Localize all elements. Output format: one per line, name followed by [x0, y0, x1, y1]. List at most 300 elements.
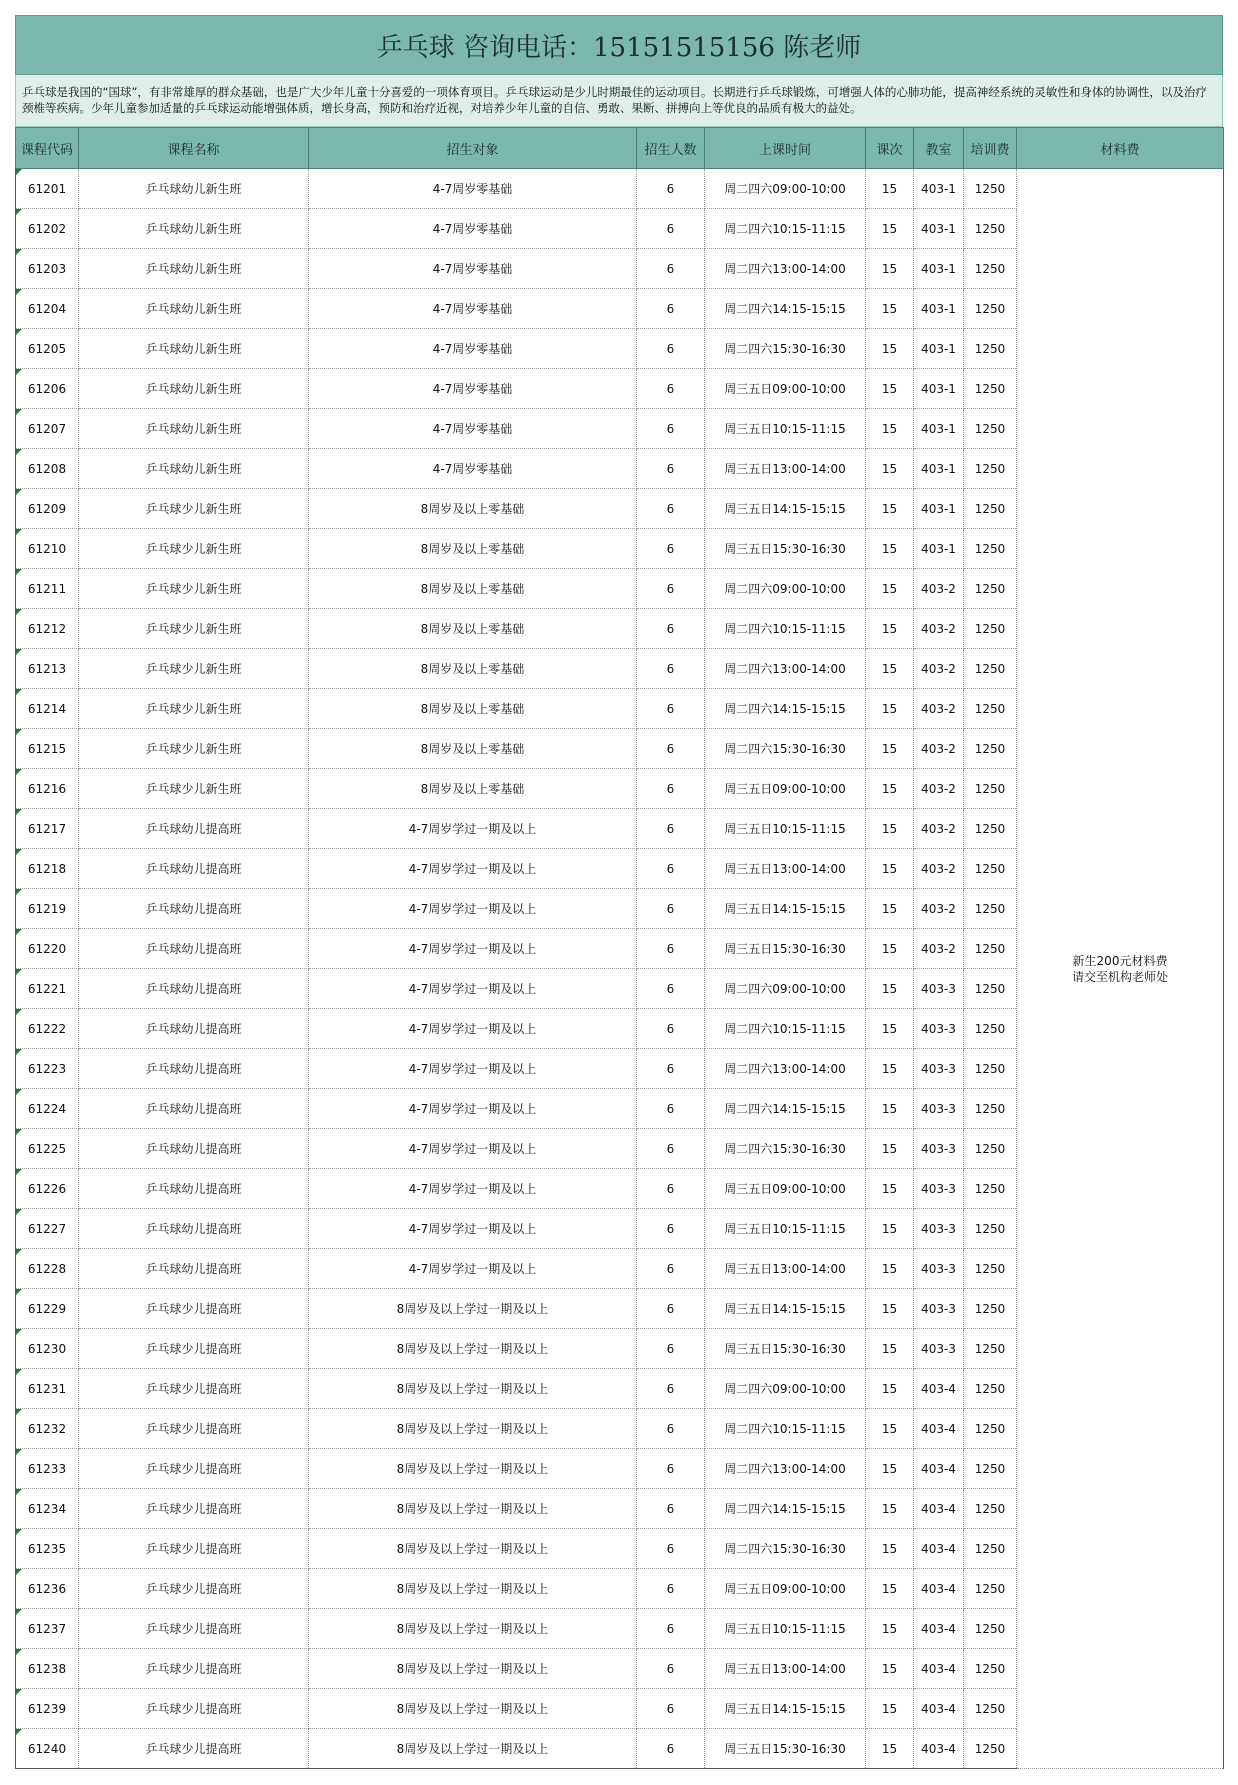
cell-tuition[interactable]: 1250: [964, 1569, 1017, 1609]
cell-tuition[interactable]: 1250: [964, 209, 1017, 249]
cell-course-name[interactable]: 乒乓球少儿提高班: [79, 1329, 309, 1369]
cell-capacity[interactable]: 6: [637, 609, 705, 649]
cell-course-name[interactable]: 乒乓球幼儿提高班: [79, 1169, 309, 1209]
cell-target[interactable]: 8周岁及以上零基础: [309, 489, 637, 529]
cell-course-name[interactable]: 乒乓球幼儿提高班: [79, 969, 309, 1009]
cell-tuition[interactable]: 1250: [964, 1729, 1017, 1769]
cell-course-name[interactable]: 乒乓球少儿提高班: [79, 1569, 309, 1609]
cell-course-code[interactable]: 61214: [16, 689, 79, 729]
cell-target[interactable]: 4-7周岁学过一期及以上: [309, 1089, 637, 1129]
cell-tuition[interactable]: 1250: [964, 369, 1017, 409]
cell-tuition[interactable]: 1250: [964, 1049, 1017, 1089]
cell-class-time[interactable]: 周二四六10:15-11:15: [705, 209, 866, 249]
cell-target[interactable]: 8周岁及以上学过一期及以上: [309, 1489, 637, 1529]
cell-classroom[interactable]: 403-2: [914, 889, 964, 929]
cell-course-code[interactable]: 61229: [16, 1289, 79, 1329]
cell-target[interactable]: 8周岁及以上零基础: [309, 609, 637, 649]
cell-target[interactable]: 4-7周岁学过一期及以上: [309, 969, 637, 1009]
cell-classroom[interactable]: 403-3: [914, 1329, 964, 1369]
cell-target[interactable]: 4-7周岁学过一期及以上: [309, 809, 637, 849]
cell-classroom[interactable]: 403-2: [914, 769, 964, 809]
cell-classroom[interactable]: 403-3: [914, 1009, 964, 1049]
cell-classroom[interactable]: 403-4: [914, 1529, 964, 1569]
cell-sessions[interactable]: 15: [866, 1409, 914, 1449]
cell-sessions[interactable]: 15: [866, 1249, 914, 1289]
cell-classroom[interactable]: 403-2: [914, 649, 964, 689]
header-classroom[interactable]: 教室: [914, 128, 964, 169]
cell-class-time[interactable]: 周三五日10:15-11:15: [705, 1609, 866, 1649]
cell-target[interactable]: 8周岁及以上学过一期及以上: [309, 1649, 637, 1689]
header-sessions[interactable]: 课次: [866, 128, 914, 169]
cell-course-code[interactable]: 61209: [16, 489, 79, 529]
cell-target[interactable]: 8周岁及以上学过一期及以上: [309, 1689, 637, 1729]
cell-capacity[interactable]: 6: [637, 769, 705, 809]
cell-classroom[interactable]: 403-4: [914, 1689, 964, 1729]
cell-tuition[interactable]: 1250: [964, 169, 1017, 209]
cell-class-time[interactable]: 周二四六13:00-14:00: [705, 1449, 866, 1489]
cell-course-name[interactable]: 乒乓球少儿新生班: [79, 569, 309, 609]
cell-sessions[interactable]: 15: [866, 1489, 914, 1529]
cell-sessions[interactable]: 15: [866, 929, 914, 969]
cell-capacity[interactable]: 6: [637, 1409, 705, 1449]
cell-tuition[interactable]: 1250: [964, 1209, 1017, 1249]
cell-sessions[interactable]: 15: [866, 769, 914, 809]
cell-sessions[interactable]: 15: [866, 1209, 914, 1249]
cell-sessions[interactable]: 15: [866, 1609, 914, 1649]
cell-class-time[interactable]: 周三五日14:15-15:15: [705, 489, 866, 529]
cell-class-time[interactable]: 周二四六10:15-11:15: [705, 609, 866, 649]
cell-sessions[interactable]: 15: [866, 1569, 914, 1609]
cell-capacity[interactable]: 6: [637, 649, 705, 689]
cell-classroom[interactable]: 403-4: [914, 1409, 964, 1449]
cell-course-code[interactable]: 61212: [16, 609, 79, 649]
cell-sessions[interactable]: 15: [866, 809, 914, 849]
cell-course-code[interactable]: 61231: [16, 1369, 79, 1409]
cell-target[interactable]: 4-7周岁零基础: [309, 169, 637, 209]
cell-class-time[interactable]: 周三五日14:15-15:15: [705, 889, 866, 929]
cell-capacity[interactable]: 6: [637, 369, 705, 409]
cell-class-time[interactable]: 周二四六14:15-15:15: [705, 1089, 866, 1129]
cell-course-code[interactable]: 61206: [16, 369, 79, 409]
cell-course-code[interactable]: 61213: [16, 649, 79, 689]
cell-capacity[interactable]: 6: [637, 809, 705, 849]
cell-class-time[interactable]: 周三五日13:00-14:00: [705, 1649, 866, 1689]
cell-class-time[interactable]: 周三五日13:00-14:00: [705, 849, 866, 889]
cell-course-code[interactable]: 61205: [16, 329, 79, 369]
cell-course-name[interactable]: 乒乓球少儿新生班: [79, 529, 309, 569]
cell-classroom[interactable]: 403-1: [914, 209, 964, 249]
cell-capacity[interactable]: 6: [637, 209, 705, 249]
header-target[interactable]: 招生对象: [309, 128, 637, 169]
cell-classroom[interactable]: 403-1: [914, 289, 964, 329]
cell-tuition[interactable]: 1250: [964, 889, 1017, 929]
cell-tuition[interactable]: 1250: [964, 529, 1017, 569]
cell-class-time[interactable]: 周三五日14:15-15:15: [705, 1689, 866, 1729]
cell-class-time[interactable]: 周二四六14:15-15:15: [705, 1489, 866, 1529]
cell-class-time[interactable]: 周三五日14:15-15:15: [705, 1289, 866, 1329]
cell-tuition[interactable]: 1250: [964, 1129, 1017, 1169]
cell-course-name[interactable]: 乒乓球幼儿新生班: [79, 169, 309, 209]
cell-sessions[interactable]: 15: [866, 409, 914, 449]
cell-class-time[interactable]: 周三五日15:30-16:30: [705, 1329, 866, 1369]
cell-capacity[interactable]: 6: [637, 1089, 705, 1129]
cell-capacity[interactable]: 6: [637, 529, 705, 569]
cell-course-code[interactable]: 61224: [16, 1089, 79, 1129]
cell-course-name[interactable]: 乒乓球少儿提高班: [79, 1689, 309, 1729]
cell-classroom[interactable]: 403-4: [914, 1649, 964, 1689]
cell-sessions[interactable]: 15: [866, 849, 914, 889]
cell-course-code[interactable]: 61203: [16, 249, 79, 289]
cell-target[interactable]: 4-7周岁学过一期及以上: [309, 1249, 637, 1289]
cell-classroom[interactable]: 403-2: [914, 609, 964, 649]
cell-class-time[interactable]: 周三五日10:15-11:15: [705, 1209, 866, 1249]
cell-tuition[interactable]: 1250: [964, 1489, 1017, 1529]
cell-course-name[interactable]: 乒乓球少儿新生班: [79, 689, 309, 729]
cell-tuition[interactable]: 1250: [964, 1089, 1017, 1129]
cell-class-time[interactable]: 周三五日09:00-10:00: [705, 1569, 866, 1609]
cell-tuition[interactable]: 1250: [964, 249, 1017, 289]
cell-course-code[interactable]: 61204: [16, 289, 79, 329]
cell-sessions[interactable]: 15: [866, 689, 914, 729]
cell-classroom[interactable]: 403-1: [914, 369, 964, 409]
header-class-time[interactable]: 上课时间: [705, 128, 866, 169]
cell-capacity[interactable]: 6: [637, 1289, 705, 1329]
cell-capacity[interactable]: 6: [637, 1489, 705, 1529]
cell-capacity[interactable]: 6: [637, 969, 705, 1009]
cell-course-code[interactable]: 61217: [16, 809, 79, 849]
cell-classroom[interactable]: 403-3: [914, 1209, 964, 1249]
cell-target[interactable]: 8周岁及以上学过一期及以上: [309, 1569, 637, 1609]
cell-class-time[interactable]: 周二四六09:00-10:00: [705, 969, 866, 1009]
cell-sessions[interactable]: 15: [866, 729, 914, 769]
cell-course-code[interactable]: 61222: [16, 1009, 79, 1049]
cell-capacity[interactable]: 6: [637, 569, 705, 609]
cell-sessions[interactable]: 15: [866, 609, 914, 649]
cell-target[interactable]: 4-7周岁零基础: [309, 289, 637, 329]
cell-class-time[interactable]: 周二四六14:15-15:15: [705, 289, 866, 329]
cell-tuition[interactable]: 1250: [964, 409, 1017, 449]
cell-tuition[interactable]: 1250: [964, 1369, 1017, 1409]
cell-tuition[interactable]: 1250: [964, 649, 1017, 689]
cell-course-name[interactable]: 乒乓球幼儿提高班: [79, 889, 309, 929]
cell-target[interactable]: 4-7周岁零基础: [309, 369, 637, 409]
cell-tuition[interactable]: 1250: [964, 1329, 1017, 1369]
cell-target[interactable]: 8周岁及以上学过一期及以上: [309, 1409, 637, 1449]
cell-class-time[interactable]: 周三五日10:15-11:15: [705, 809, 866, 849]
cell-classroom[interactable]: 403-3: [914, 1089, 964, 1129]
cell-course-name[interactable]: 乒乓球幼儿提高班: [79, 929, 309, 969]
cell-class-time[interactable]: 周三五日15:30-16:30: [705, 529, 866, 569]
cell-target[interactable]: 4-7周岁学过一期及以上: [309, 1009, 637, 1049]
cell-course-code[interactable]: 61228: [16, 1249, 79, 1289]
cell-classroom[interactable]: 403-2: [914, 729, 964, 769]
cell-classroom[interactable]: 403-4: [914, 1569, 964, 1609]
cell-target[interactable]: 8周岁及以上学过一期及以上: [309, 1529, 637, 1569]
cell-class-time[interactable]: 周三五日10:15-11:15: [705, 409, 866, 449]
cell-class-time[interactable]: 周二四六09:00-10:00: [705, 169, 866, 209]
cell-tuition[interactable]: 1250: [964, 729, 1017, 769]
cell-course-name[interactable]: 乒乓球幼儿新生班: [79, 329, 309, 369]
header-tuition[interactable]: 培训费: [964, 128, 1017, 169]
cell-course-code[interactable]: 61232: [16, 1409, 79, 1449]
cell-class-time[interactable]: 周二四六14:15-15:15: [705, 689, 866, 729]
cell-sessions[interactable]: 15: [866, 1449, 914, 1489]
cell-classroom[interactable]: 403-2: [914, 689, 964, 729]
cell-class-time[interactable]: 周二四六15:30-16:30: [705, 729, 866, 769]
cell-course-name[interactable]: 乒乓球幼儿提高班: [79, 1049, 309, 1089]
cell-classroom[interactable]: 403-2: [914, 929, 964, 969]
header-capacity[interactable]: 招生人数: [637, 128, 705, 169]
cell-target[interactable]: 4-7周岁学过一期及以上: [309, 849, 637, 889]
cell-tuition[interactable]: 1250: [964, 689, 1017, 729]
cell-course-name[interactable]: 乒乓球幼儿新生班: [79, 409, 309, 449]
cell-classroom[interactable]: 403-1: [914, 489, 964, 529]
cell-capacity[interactable]: 6: [637, 1209, 705, 1249]
cell-target[interactable]: 8周岁及以上零基础: [309, 729, 637, 769]
cell-course-code[interactable]: 61234: [16, 1489, 79, 1529]
cell-course-name[interactable]: 乒乓球幼儿新生班: [79, 369, 309, 409]
cell-classroom[interactable]: 403-1: [914, 529, 964, 569]
cell-course-code[interactable]: 61226: [16, 1169, 79, 1209]
cell-target[interactable]: 4-7周岁学过一期及以上: [309, 929, 637, 969]
header-course-name[interactable]: 课程名称: [79, 128, 309, 169]
cell-class-time[interactable]: 周三五日15:30-16:30: [705, 929, 866, 969]
cell-tuition[interactable]: 1250: [964, 809, 1017, 849]
cell-sessions[interactable]: 15: [866, 1089, 914, 1129]
cell-course-name[interactable]: 乒乓球幼儿提高班: [79, 1129, 309, 1169]
cell-course-code[interactable]: 61220: [16, 929, 79, 969]
cell-course-name[interactable]: 乒乓球幼儿新生班: [79, 289, 309, 329]
cell-target[interactable]: 4-7周岁学过一期及以上: [309, 1169, 637, 1209]
cell-target[interactable]: 8周岁及以上学过一期及以上: [309, 1609, 637, 1649]
cell-sessions[interactable]: 15: [866, 1529, 914, 1569]
cell-course-code[interactable]: 61237: [16, 1609, 79, 1649]
cell-capacity[interactable]: 6: [637, 1009, 705, 1049]
cell-course-name[interactable]: 乒乓球幼儿提高班: [79, 1089, 309, 1129]
cell-capacity[interactable]: 6: [637, 249, 705, 289]
cell-classroom[interactable]: 403-2: [914, 809, 964, 849]
cell-course-code[interactable]: 61236: [16, 1569, 79, 1609]
cell-course-code[interactable]: 61227: [16, 1209, 79, 1249]
cell-sessions[interactable]: 15: [866, 529, 914, 569]
cell-capacity[interactable]: 6: [637, 1369, 705, 1409]
cell-course-code[interactable]: 61238: [16, 1649, 79, 1689]
cell-course-name[interactable]: 乒乓球幼儿新生班: [79, 449, 309, 489]
cell-class-time[interactable]: 周二四六13:00-14:00: [705, 249, 866, 289]
cell-course-name[interactable]: 乒乓球少儿提高班: [79, 1449, 309, 1489]
cell-classroom[interactable]: 403-2: [914, 849, 964, 889]
cell-capacity[interactable]: 6: [637, 889, 705, 929]
cell-target[interactable]: 8周岁及以上零基础: [309, 529, 637, 569]
cell-classroom[interactable]: 403-4: [914, 1369, 964, 1409]
cell-tuition[interactable]: 1250: [964, 449, 1017, 489]
cell-course-code[interactable]: 61235: [16, 1529, 79, 1569]
cell-target[interactable]: 4-7周岁学过一期及以上: [309, 1049, 637, 1089]
cell-tuition[interactable]: 1250: [964, 1409, 1017, 1449]
cell-course-name[interactable]: 乒乓球幼儿提高班: [79, 1209, 309, 1249]
cell-tuition[interactable]: 1250: [964, 1289, 1017, 1329]
cell-course-name[interactable]: 乒乓球幼儿提高班: [79, 1009, 309, 1049]
cell-sessions[interactable]: 15: [866, 169, 914, 209]
cell-sessions[interactable]: 15: [866, 329, 914, 369]
cell-course-code[interactable]: 61201: [16, 169, 79, 209]
cell-capacity[interactable]: 6: [637, 329, 705, 369]
cell-classroom[interactable]: 403-4: [914, 1449, 964, 1489]
cell-capacity[interactable]: 6: [637, 1649, 705, 1689]
cell-target[interactable]: 8周岁及以上学过一期及以上: [309, 1449, 637, 1489]
cell-course-name[interactable]: 乒乓球少儿新生班: [79, 609, 309, 649]
cell-course-code[interactable]: 61219: [16, 889, 79, 929]
cell-tuition[interactable]: 1250: [964, 609, 1017, 649]
cell-capacity[interactable]: 6: [637, 1689, 705, 1729]
cell-course-name[interactable]: 乒乓球幼儿提高班: [79, 849, 309, 889]
cell-class-time[interactable]: 周二四六15:30-16:30: [705, 1129, 866, 1169]
cell-tuition[interactable]: 1250: [964, 769, 1017, 809]
cell-capacity[interactable]: 6: [637, 1729, 705, 1769]
cell-sessions[interactable]: 15: [866, 569, 914, 609]
cell-sessions[interactable]: 15: [866, 1369, 914, 1409]
page-title[interactable]: 乒乓球 咨询电话：15151515156 陈老师: [15, 15, 1223, 75]
cell-sessions[interactable]: 15: [866, 249, 914, 289]
cell-tuition[interactable]: 1250: [964, 969, 1017, 1009]
cell-class-time[interactable]: 周三五日13:00-14:00: [705, 1249, 866, 1289]
header-course-code[interactable]: 课程代码: [16, 128, 79, 169]
cell-course-code[interactable]: 61210: [16, 529, 79, 569]
cell-course-name[interactable]: 乒乓球幼儿新生班: [79, 249, 309, 289]
cell-capacity[interactable]: 6: [637, 1529, 705, 1569]
cell-class-time[interactable]: 周三五日13:00-14:00: [705, 449, 866, 489]
cell-class-time[interactable]: 周二四六13:00-14:00: [705, 649, 866, 689]
cell-class-time[interactable]: 周三五日09:00-10:00: [705, 369, 866, 409]
cell-course-code[interactable]: 61221: [16, 969, 79, 1009]
cell-capacity[interactable]: 6: [637, 689, 705, 729]
cell-capacity[interactable]: 6: [637, 449, 705, 489]
cell-target[interactable]: 4-7周岁零基础: [309, 209, 637, 249]
cell-sessions[interactable]: 15: [866, 1129, 914, 1169]
cell-tuition[interactable]: 1250: [964, 289, 1017, 329]
cell-classroom[interactable]: 403-3: [914, 1169, 964, 1209]
cell-course-code[interactable]: 61215: [16, 729, 79, 769]
cell-sessions[interactable]: 15: [866, 1689, 914, 1729]
cell-target[interactable]: 8周岁及以上学过一期及以上: [309, 1369, 637, 1409]
cell-sessions[interactable]: 15: [866, 1649, 914, 1689]
cell-sessions[interactable]: 15: [866, 289, 914, 329]
cell-target[interactable]: 4-7周岁零基础: [309, 329, 637, 369]
cell-classroom[interactable]: 403-3: [914, 1289, 964, 1329]
cell-course-code[interactable]: 61208: [16, 449, 79, 489]
cell-course-name[interactable]: 乒乓球少儿提高班: [79, 1289, 309, 1329]
cell-sessions[interactable]: 15: [866, 1329, 914, 1369]
cell-course-code[interactable]: 61223: [16, 1049, 79, 1089]
cell-class-time[interactable]: 周二四六15:30-16:30: [705, 1529, 866, 1569]
cell-classroom[interactable]: 403-4: [914, 1609, 964, 1649]
cell-course-code[interactable]: 61218: [16, 849, 79, 889]
cell-classroom[interactable]: 403-1: [914, 169, 964, 209]
cell-target[interactable]: 4-7周岁零基础: [309, 249, 637, 289]
cell-target[interactable]: 8周岁及以上学过一期及以上: [309, 1289, 637, 1329]
cell-classroom[interactable]: 403-3: [914, 1129, 964, 1169]
cell-course-name[interactable]: 乒乓球少儿新生班: [79, 769, 309, 809]
cell-target[interactable]: 4-7周岁学过一期及以上: [309, 889, 637, 929]
cell-course-name[interactable]: 乒乓球少儿新生班: [79, 649, 309, 689]
cell-course-code[interactable]: 61211: [16, 569, 79, 609]
cell-sessions[interactable]: 15: [866, 1009, 914, 1049]
cell-course-name[interactable]: 乒乓球少儿提高班: [79, 1489, 309, 1529]
cell-class-time[interactable]: 周二四六13:00-14:00: [705, 1049, 866, 1089]
cell-tuition[interactable]: 1250: [964, 1449, 1017, 1489]
cell-capacity[interactable]: 6: [637, 729, 705, 769]
cell-capacity[interactable]: 6: [637, 1129, 705, 1169]
cell-course-name[interactable]: 乒乓球幼儿提高班: [79, 809, 309, 849]
cell-course-name[interactable]: 乒乓球幼儿新生班: [79, 209, 309, 249]
cell-tuition[interactable]: 1250: [964, 1009, 1017, 1049]
cell-course-code[interactable]: 61239: [16, 1689, 79, 1729]
cell-sessions[interactable]: 15: [866, 1049, 914, 1089]
cell-course-code[interactable]: 61225: [16, 1129, 79, 1169]
cell-course-code[interactable]: 61233: [16, 1449, 79, 1489]
cell-tuition[interactable]: 1250: [964, 1529, 1017, 1569]
cell-classroom[interactable]: 403-1: [914, 329, 964, 369]
cell-class-time[interactable]: 周二四六10:15-11:15: [705, 1409, 866, 1449]
cell-capacity[interactable]: 6: [637, 1609, 705, 1649]
cell-target[interactable]: 8周岁及以上学过一期及以上: [309, 1329, 637, 1369]
cell-course-name[interactable]: 乒乓球少儿提高班: [79, 1369, 309, 1409]
material-fee-note[interactable]: [1017, 169, 1224, 1769]
cell-target[interactable]: 4-7周岁零基础: [309, 449, 637, 489]
cell-tuition[interactable]: 1250: [964, 929, 1017, 969]
cell-capacity[interactable]: 6: [637, 289, 705, 329]
cell-capacity[interactable]: 6: [637, 1329, 705, 1369]
cell-sessions[interactable]: 15: [866, 1729, 914, 1769]
cell-course-code[interactable]: 61230: [16, 1329, 79, 1369]
cell-tuition[interactable]: 1250: [964, 1609, 1017, 1649]
cell-course-name[interactable]: 乒乓球少儿提高班: [79, 1649, 309, 1689]
cell-course-name[interactable]: 乒乓球少儿新生班: [79, 489, 309, 529]
cell-capacity[interactable]: 6: [637, 169, 705, 209]
cell-course-code[interactable]: 61207: [16, 409, 79, 449]
cell-sessions[interactable]: 15: [866, 889, 914, 929]
cell-capacity[interactable]: 6: [637, 1249, 705, 1289]
cell-target[interactable]: 4-7周岁学过一期及以上: [309, 1129, 637, 1169]
cell-target[interactable]: 8周岁及以上零基础: [309, 689, 637, 729]
cell-classroom[interactable]: 403-2: [914, 569, 964, 609]
cell-tuition[interactable]: 1250: [964, 569, 1017, 609]
cell-capacity[interactable]: 6: [637, 1169, 705, 1209]
cell-sessions[interactable]: 15: [866, 449, 914, 489]
cell-sessions[interactable]: 15: [866, 369, 914, 409]
cell-tuition[interactable]: 1250: [964, 849, 1017, 889]
cell-class-time[interactable]: 周二四六10:15-11:15: [705, 1009, 866, 1049]
cell-course-code[interactable]: 61216: [16, 769, 79, 809]
cell-classroom[interactable]: 403-3: [914, 1249, 964, 1289]
cell-class-time[interactable]: 周二四六15:30-16:30: [705, 329, 866, 369]
cell-classroom[interactable]: 403-1: [914, 249, 964, 289]
cell-class-time[interactable]: 周三五日09:00-10:00: [705, 1169, 866, 1209]
cell-sessions[interactable]: 15: [866, 969, 914, 1009]
cell-capacity[interactable]: 6: [637, 1049, 705, 1089]
cell-classroom[interactable]: 403-1: [914, 409, 964, 449]
cell-capacity[interactable]: 6: [637, 409, 705, 449]
cell-class-time[interactable]: 周二四六09:00-10:00: [705, 1369, 866, 1409]
cell-class-time[interactable]: 周三五日15:30-16:30: [705, 1729, 866, 1769]
cell-course-name[interactable]: 乒乓球少儿提高班: [79, 1529, 309, 1569]
intro-text[interactable]: 乒乓球是我国的“国球”，有非常雄厚的群众基础，也是广大少年儿童十分喜爱的一项体育项目。乒乓球运动是少儿时期最佳的运动项目。长期进行乒乓球锻炼，可增强人体的心肺功能，提高神经系统的灵敏性和身体的协调性，以及治疗颈椎等疾病。少年儿童参加适量的乒乓球运动能增强体质，增长身高，预防和治疗近视，对培养少年儿童的自信、勇敢、果断、拼搏向上等优良的品质有极大的益处。: [15, 75, 1223, 127]
cell-classroom[interactable]: 403-1: [914, 449, 964, 489]
cell-capacity[interactable]: 6: [637, 1449, 705, 1489]
cell-classroom[interactable]: 403-3: [914, 969, 964, 1009]
cell-class-time[interactable]: 周二四六09:00-10:00: [705, 569, 866, 609]
cell-course-code[interactable]: 61240: [16, 1729, 79, 1769]
